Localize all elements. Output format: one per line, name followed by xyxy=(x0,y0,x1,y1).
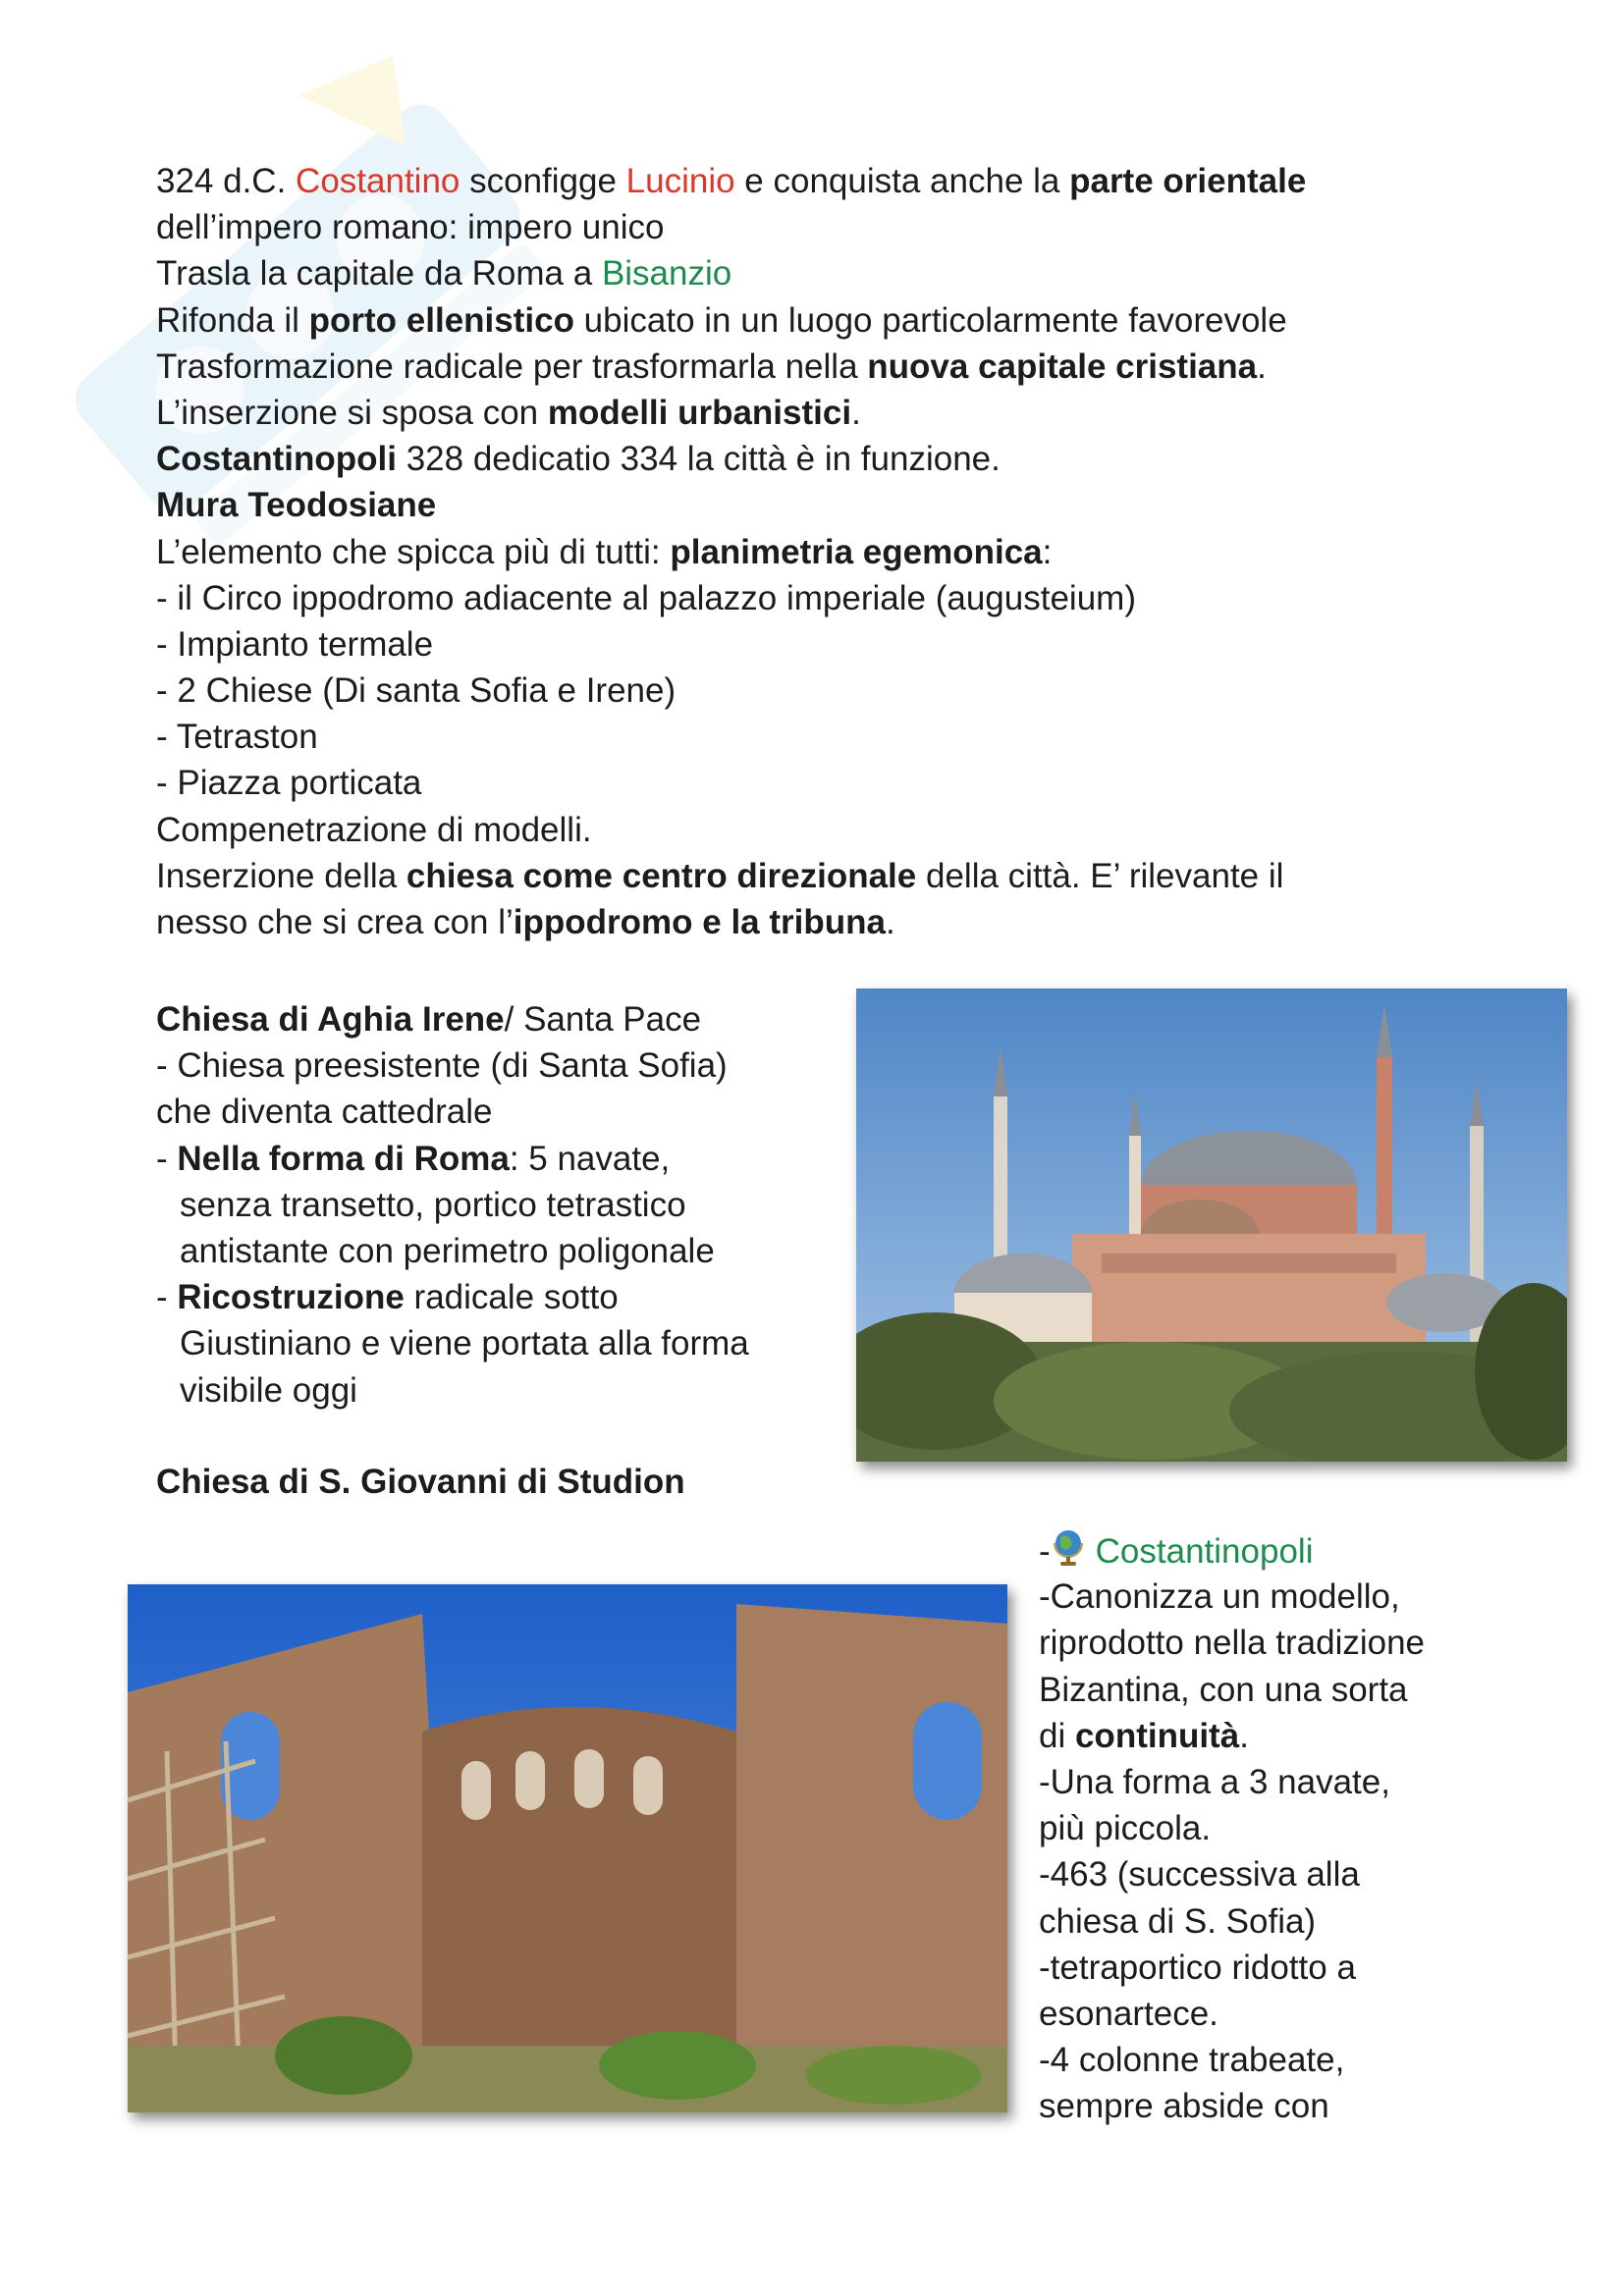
name-costantino: Costantino xyxy=(296,162,460,200)
intro-line-2: dell’impero romano: impero unico xyxy=(156,208,665,247)
notes-line: più piccola. xyxy=(1039,1809,1212,1848)
intro-line-4: Rifonda il porto ellenistico ubicato in un luogo particolarmente favorevole xyxy=(156,300,1287,340)
list-item: - Impianto termale xyxy=(156,624,434,664)
notes-line: -tetraportico ridotto a xyxy=(1039,1948,1356,1987)
studion-section xyxy=(156,1459,685,1505)
aghia-line: antistante con perimetro poligonale xyxy=(180,1231,715,1270)
intro-heading-mura: Mura Teodosiane xyxy=(156,486,437,525)
name-lucinio: Lucinio xyxy=(625,162,735,200)
intro-section xyxy=(156,158,1306,945)
notes-line: esonartece. xyxy=(1039,1994,1218,2033)
section-title-aghia-irene: Chiesa di Aghia Irene/ Santa Pace xyxy=(156,1000,702,1039)
notes-line: -Canonizza un modello, xyxy=(1039,1577,1400,1617)
section-title-studion: Chiesa di S. Giovanni di Studion xyxy=(156,1463,685,1501)
intro-line-7: Costantinopoli 328 dedicatio 334 la città è in funzione. xyxy=(156,440,1001,479)
photo-hagia-sophia xyxy=(856,988,1567,1462)
intro-line-16: Inserzione della chiesa come centro direzionale della città. E’ rilevante il xyxy=(156,856,1284,895)
aghia-irene-section xyxy=(156,996,749,1414)
list-item: - 2 Chiese (Di santa Sofia e Irene) xyxy=(156,671,677,711)
intro-line-1: 324 d.C. Costantino sconfigge Lucinio e conquista anche la parte orientale xyxy=(156,162,1307,200)
aghia-line: - Ricostruzione radicale sotto xyxy=(156,1278,619,1317)
place-costantinopoli: Costantinopoli xyxy=(1095,1532,1314,1571)
notes-line: Bizantina, con una sorta xyxy=(1039,1670,1408,1709)
globe-icon xyxy=(1051,1527,1086,1567)
aghia-line: senza transetto, portico tetrastico xyxy=(180,1185,686,1224)
intro-line-15: Compenetrazione di modelli. xyxy=(156,810,592,849)
aghia-line: Giustiniano e viene portata alla forma xyxy=(180,1324,749,1363)
photo-studion-ruins xyxy=(128,1584,1007,2112)
intro-line-9: L’elemento che spicca più di tutti: planimetria egemonica: xyxy=(156,532,1053,571)
intro-line-6: L’inserzione si sposa con modelli urbanistici. xyxy=(156,393,861,432)
notes-line: -4 colonne trabeate, xyxy=(1039,2041,1345,2080)
aghia-line: che diventa cattedrale xyxy=(156,1093,493,1132)
intro-line-5: Trasformazione radicale per trasformarla nella nuova capitale cristiana. xyxy=(156,347,1267,386)
notes-line: sempre abside con xyxy=(1039,2087,1329,2126)
notes-line: di continuità. xyxy=(1039,1716,1249,1755)
aghia-line: - Nella forma di Roma: 5 navate, xyxy=(156,1139,671,1178)
name-bisanzio: Bisanzio xyxy=(601,254,732,294)
notes-line: riprodotto nella tradizione xyxy=(1039,1624,1426,1663)
list-item: - Tetraston xyxy=(156,718,318,757)
notes-line: -Una forma a 3 navate, xyxy=(1039,1762,1390,1801)
notes-line: chiesa di S. Sofia) xyxy=(1039,1901,1317,1941)
aghia-line: visibile oggi xyxy=(180,1370,357,1410)
studion-notes xyxy=(1039,1527,1425,2129)
list-item: - il Circo ippodromo adiacente al palazzo imperiale (augusteium) xyxy=(156,578,1136,617)
list-item: - Piazza porticata xyxy=(156,764,422,803)
intro-line-17: nesso che si crea con l’ippodromo e la tribuna. xyxy=(156,903,895,941)
intro-line-3: Trasla la capitale da Roma a Bisanzio xyxy=(156,254,732,294)
notes-heading: - Costantinopoli xyxy=(1039,1527,1425,1574)
notes-line: -463 (successiva alla xyxy=(1039,1855,1360,1895)
aghia-line: - Chiesa preesistente (di Santa Sofia) xyxy=(156,1046,728,1086)
